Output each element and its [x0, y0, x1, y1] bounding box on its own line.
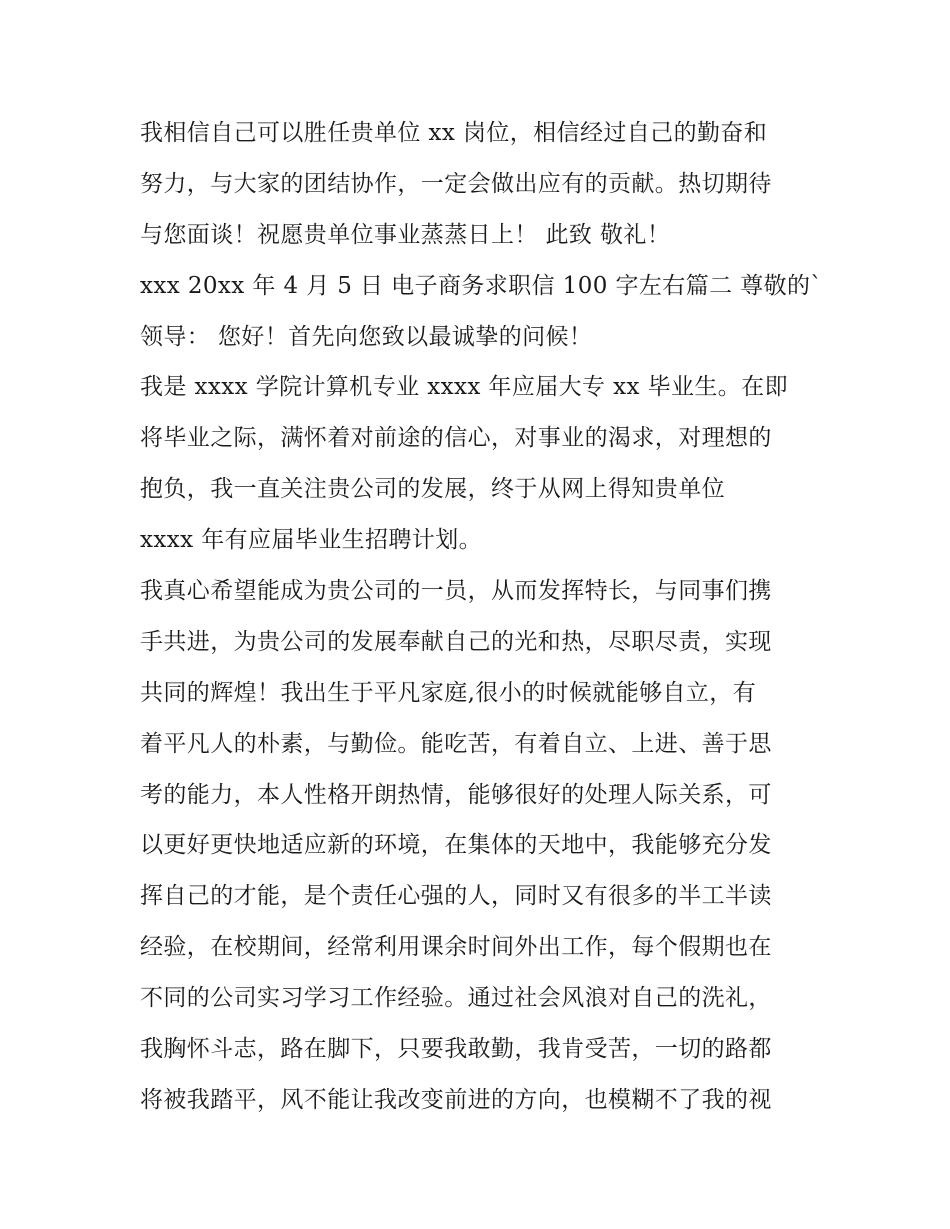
text-line: 我相信自己可以胜任贵单位 xx 岗位，相信经过自己的勤奋和 [140, 120, 768, 146]
text-line: 抱负，我一直关注贵公司的发展，终于从网上得知贵单位 [140, 476, 725, 503]
text-line: 将毕业之际，满怀着对前途的信心，对事业的渴求，对理想的 [140, 425, 772, 452]
text-line: xxxx 年有应届毕业生招聘计划。 [140, 527, 482, 554]
text-line: 我胸怀斗志，路在脚下，只要我敢勤，我肯受苦，一切的路都 [140, 1036, 772, 1063]
text-line: 我真心希望能成为贵公司的一员，从而发挥特长，与同事们携 [140, 578, 772, 605]
text-line: 我是 xxxx 学院计算机专业 xxxx 年应届大专 xx 毕业生。在即 [140, 374, 788, 401]
text-line: 与您面谈！祝愿贵单位事业蒸蒸日上！ 此致 敬礼！ [140, 221, 671, 248]
text-line: 经验，在校期间，经常利用课余时间外出工作，每个假期也在 [140, 934, 772, 961]
text-line: 将被我踏平，风不能让我改变前进的方向，也模糊不了我的视 [140, 1086, 772, 1113]
text-line: 不同的公司实习学习工作经验。通过社会风浪对自己的洗礼， [140, 985, 772, 1012]
text-line: xxx 20xx 年 4 月 5 日 电子商务求职信 100 字左右篇二 尊敬的` [140, 272, 823, 299]
text-line: 考的能力，本人性格开朗热情，能够很好的处理人际关系，可 [140, 781, 772, 808]
text-line: 手共进，为贵公司的发展奉献自己的光和热，尽职尽责，实现 [140, 628, 772, 655]
text-line: 努力，与大家的团结协作，一定会做出应有的贡献。热切期待 [140, 170, 772, 197]
text-line: 着平凡人的朴素，与勤俭。能吃苦，有着自立、上进、善于思 [140, 730, 772, 757]
text-line: 共同的辉煌！我出生于平凡家庭,很小的时候就能够自立，有 [140, 679, 757, 706]
text-line: 领导： 您好！首先向您致以最诚挚的问候！ [140, 323, 593, 350]
document-body [140, 108, 830, 1126]
text-line: 挥自己的才能，是个责任心强的人，同时又有很多的半工半读 [140, 883, 772, 910]
text-line: 以更好更快地适应新的环境，在集体的天地中，我能够充分发 [140, 832, 772, 859]
